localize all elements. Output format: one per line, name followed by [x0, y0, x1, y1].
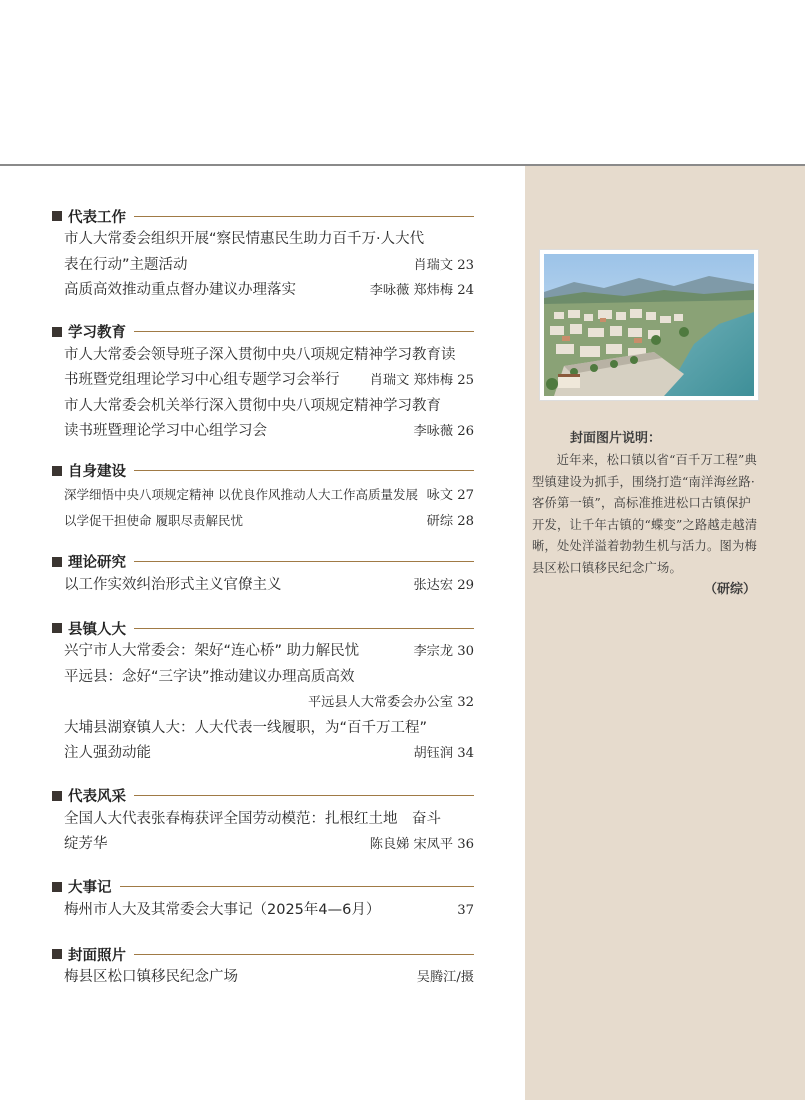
section-rule — [134, 331, 474, 332]
section-title: 代表工作 — [68, 209, 126, 226]
entry-author-page: 吴腾江/摄 — [416, 970, 474, 985]
section-rule — [134, 795, 474, 796]
section-daibiao-fengcai — [52, 785, 474, 858]
toc-entry[interactable] — [52, 508, 474, 535]
section-title: 大事记 — [68, 880, 112, 896]
section-fengmian-zhaopian — [52, 943, 474, 991]
entry-title-line: 市人大常委会领导班子深入贯彻中央八项规定精神学习教育读 — [64, 346, 456, 363]
section-rule — [134, 216, 474, 217]
toc-entry[interactable] — [52, 639, 474, 665]
section-header — [52, 617, 474, 639]
toc-entry[interactable] — [52, 394, 474, 445]
section-title: 封面照片 — [68, 947, 126, 964]
toc-entry[interactable] — [52, 227, 474, 278]
caption-title: 封面图片说明： — [570, 431, 662, 446]
entry-title-line: 深学细悟中央八项规定精神 以优良作风推动人大工作高质量发展 — [64, 486, 418, 502]
entry-title-line: 梅州市人大及其常委会大事记（2025年4—6月） — [64, 901, 381, 918]
toc-entry[interactable] — [52, 716, 474, 767]
entry-author-page: 陈良娣 宋凤平 36 — [369, 837, 474, 852]
entry-title-line: 梅县区松口镇移民纪念广场 — [64, 969, 238, 985]
entry-title-line: 平远县：念好“三字诀”推动建议办理高质高效 — [64, 668, 355, 685]
square-bullet-icon — [52, 882, 62, 892]
section-xuexi-jiaoyu — [52, 321, 474, 445]
section-lilun-yanjiu — [52, 551, 474, 599]
cover-photo — [540, 250, 758, 400]
entry-author-page: 胡钰润 34 — [413, 746, 474, 761]
entry-title-line: 书班暨党组理论学习中心组专题学习会举行 — [64, 372, 340, 388]
entry-author-page: 平远县人大常委会办公室 32 — [307, 695, 474, 710]
square-bullet-icon — [52, 211, 62, 221]
entry-title-line: 高质高效推动重点督办建议办理落实 — [64, 282, 296, 298]
entry-author-page: 咏文 27 — [426, 487, 474, 503]
section-rule — [134, 954, 474, 955]
section-header — [52, 551, 474, 573]
entry-title-line: 以工作实效纠治形式主义官僚主义 — [64, 576, 282, 593]
section-zishen-jianshe — [52, 460, 474, 535]
entry-title-line: 绽芳华 — [64, 836, 108, 852]
toc-entry[interactable] — [52, 482, 474, 509]
caption-body: 近年来，松口镇以省“百千万工程”典型镇建设为抓手，围绕打造“南洋海丝路·客侨第一镇”，高标准推进松口古镇保护开发，让千年古镇的“蝶变”之路越走越清晰，处处洋溢着勃勃生机与活力。图为梅县区松口镇移民纪念广场。 — [532, 453, 758, 575]
section-title: 理论研究 — [68, 555, 126, 571]
cover-photo-image — [544, 254, 754, 396]
toc-entry[interactable] — [52, 573, 474, 599]
toc-entry[interactable] — [52, 278, 474, 304]
section-xianzhen-renda — [52, 617, 474, 767]
table-of-contents — [52, 205, 474, 991]
entry-author-page: 肖瑞文 郑炜梅 25 — [369, 373, 474, 388]
entry-author-page: 李宗龙 30 — [413, 644, 474, 659]
section-rule — [134, 561, 474, 562]
section-title: 自身建设 — [68, 464, 126, 480]
entry-author-page: 张达宏 29 — [413, 577, 474, 593]
square-bullet-icon — [52, 949, 62, 959]
section-header — [52, 876, 474, 898]
section-rule — [134, 628, 474, 629]
toc-entry[interactable] — [52, 343, 474, 394]
section-dashiji — [52, 876, 474, 924]
entry-author-page: 李咏薇 26 — [413, 424, 474, 439]
cover-caption — [532, 428, 760, 601]
section-header — [52, 943, 474, 965]
toc-entry[interactable] — [52, 965, 474, 991]
entry-author-page: 肖瑞文 23 — [413, 257, 474, 273]
entry-author-page: 37 — [457, 902, 474, 918]
section-title: 学习教育 — [68, 325, 126, 341]
entry-title-line: 读书班暨理论学习中心组学习会 — [64, 423, 267, 439]
section-rule — [120, 886, 475, 887]
square-bullet-icon — [52, 466, 62, 476]
toc-entry[interactable] — [52, 807, 474, 858]
section-title: 代表风采 — [68, 789, 126, 805]
entry-title-line: 表在行动”主题活动 — [64, 256, 188, 273]
section-header — [52, 205, 474, 227]
square-bullet-icon — [52, 327, 62, 337]
entry-author-page: 研综 28 — [426, 514, 474, 529]
square-bullet-icon — [52, 557, 62, 567]
section-rule — [134, 470, 474, 471]
section-daibiao-gongzuo — [52, 205, 474, 304]
entry-title-line: 兴宁市人大常委会：架好“连心桥” 助力解民忧 — [64, 643, 360, 659]
section-header — [52, 785, 474, 807]
entry-title-line: 全国人大代表张春梅获评全国劳动模范：扎根红土地 奋斗 — [64, 810, 441, 827]
caption-credit: （研综） — [703, 582, 756, 597]
entry-title-line: 市人大常委会组织开展“察民情惠民生助力百千万·人大代 — [64, 231, 425, 247]
entry-title-line: 以学促干担使命 履职尽责解民忧 — [64, 513, 243, 528]
toc-entry[interactable] — [52, 898, 474, 924]
square-bullet-icon — [52, 623, 62, 633]
square-bullet-icon — [52, 791, 62, 801]
section-header — [52, 321, 474, 343]
entry-title-line: 大埔县湖寮镇人大：人大代表一线履职，为“百千万工程” — [64, 719, 428, 736]
toc-entry[interactable] — [52, 665, 474, 716]
entry-author-page: 李咏薇 郑炜梅 24 — [369, 283, 474, 298]
entry-title-line: 市人大常委会机关举行深入贯彻中央八项规定精神学习教育 — [64, 397, 441, 414]
section-title: 县镇人大 — [68, 621, 126, 638]
section-header — [52, 460, 474, 482]
entry-title-line: 注人强劲动能 — [64, 745, 151, 761]
